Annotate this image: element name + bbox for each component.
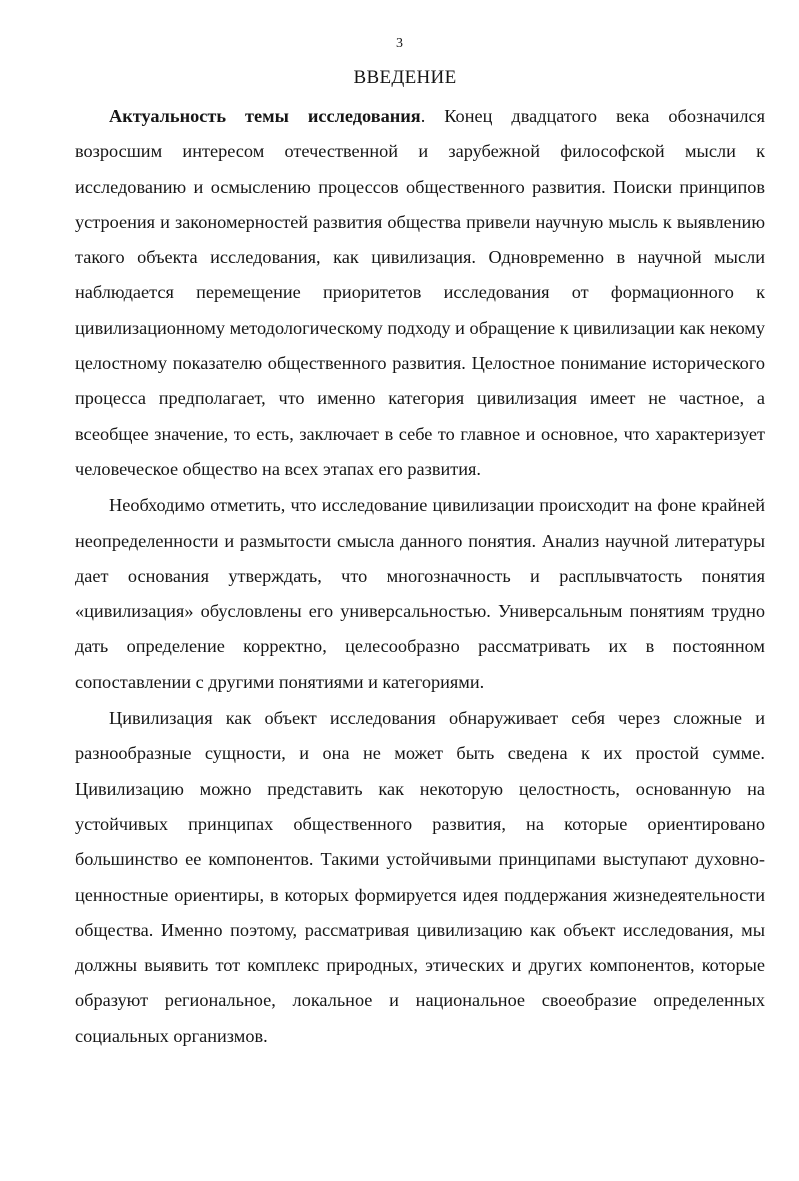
paragraph-relevance-text: . Конец двадцатого века обозначился возросшим интересом отечественной и зарубежной философской мысли к исследованию и осмыслению процессов общественного развития. Поиски принципов устроения и закономерностей развития общества привели научную мысль к выявлению такого объекта исследования, как цивилизация. Одновременно в научной мысли наблюдается перемещение приоритетов исследования от формационного к цивилизационному методологическому подходу и обращение к цивилизации как некому целостному показателю общественного развития. Целостное понимание исторического процесса предполагает, что именно категория цивилизация имеет не частное, а всеобщее значение, то есть, заключает в себе то главное и основное, что характеризует человеческое общество на всех этапах его развития. [75,106,765,479]
paragraph-uncertainty [75,488,765,700]
paragraph-civilization-object [75,701,765,1054]
paragraph-uncertainty-text: Необходимо отметить, что исследование цивилизации происходит на фоне крайней неопределенности и размытости смысла данного понятия. Анализ научной литературы дает основания утверждать, что многозначность и расплывчатость понятия «цивилизация» обусловлены его универсальностью. Универсальным понятиям трудно дать определение корректно, целесообразно рассматривать их в постоянном сопоставлении с другими понятиями и категориями. [75,495,765,692]
section-heading: ВВЕДЕНИЕ [353,67,457,88]
relevance-lead-in: Актуальность темы исследования [109,106,421,126]
page-number: 3 [396,36,403,51]
body-text [75,99,765,1054]
paragraph-relevance [75,99,765,487]
paragraph-civilization-object-text: Цивилизация как объект исследования обнаруживает себя через сложные и разнообразные сущности, и она не может быть сведена к их простой сумме. Цивилизацию можно представить как некоторую целостность, основанную на устойчивых принципах общественного развития, на которые ориентировано большинство ее компонентов. Такими устойчивыми принципами выступают духовно-ценностные ориентиры, в которых формируется идея поддержания жизнедеятельности общества. Именно поэтому, рассматривая цивилизацию как объект исследования, мы должны выявить тот комплекс природных, этических и других компонентов, которые образуют региональное, локальное и национальное своеобразие определенных социальных организмов. [75,708,765,1046]
